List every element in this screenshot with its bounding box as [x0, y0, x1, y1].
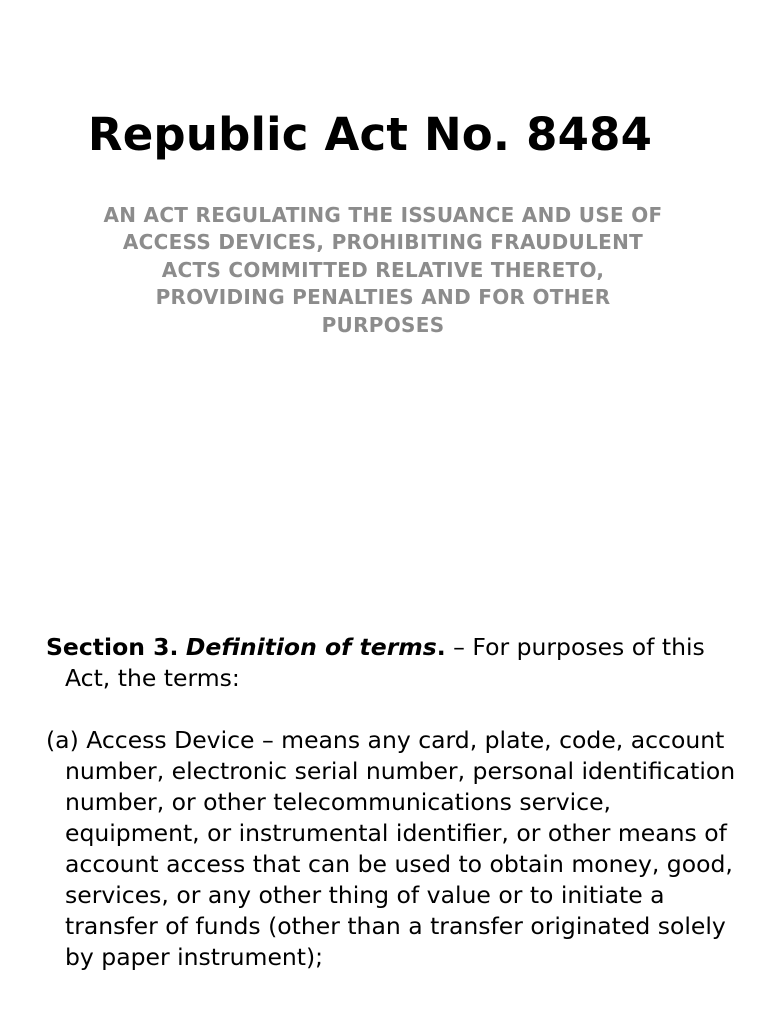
section-intro-paragraph — [46, 632, 746, 694]
section-intro-text: – For purposes of this Act, the terms: — [65, 633, 705, 692]
section-heading: Definition of terms — [185, 633, 437, 661]
definitions-body — [46, 632, 746, 973]
act-title: Republic Act No. 8484 — [87, 108, 653, 161]
definition-item-a: (a) Access Device – means any card, plate, code, account number, electronic serial number, personal identification number, or other telecommunications service, equipment, or instrumental identifier, or other means of account access that can be used to obtain money, good, services, or any other thing of value or to initiate a transfer of funds (other than a transfer originated solely by paper instrument); — [46, 726, 736, 971]
section-heading-period: . — [436, 633, 446, 661]
act-subtitle: AN ACT REGULATING THE ISSUANCE AND USE OF ACCESS DEVICES, PROHIBITING FRAUDULENT ACTS COMMITTED RELATIVE THERETO, PROVIDING PENALTIES AND FOR OTHER PURPOSES — [103, 203, 663, 337]
section-label: Section 3. — [46, 633, 179, 661]
